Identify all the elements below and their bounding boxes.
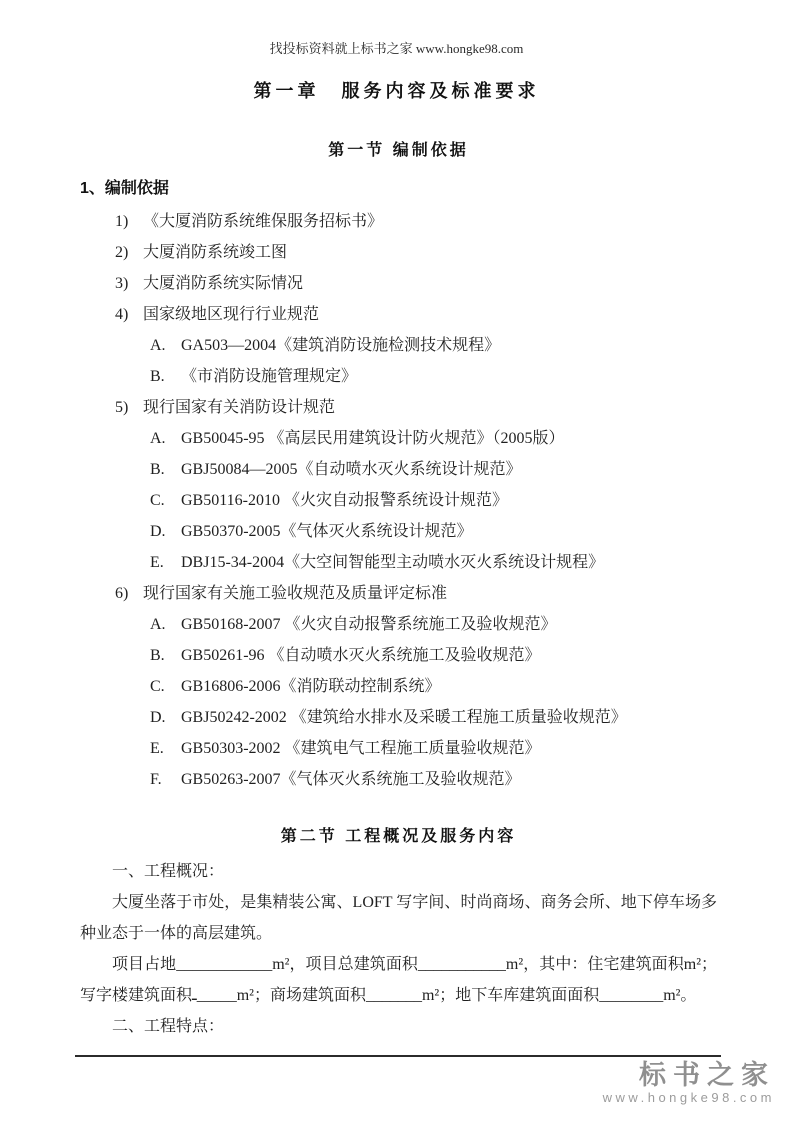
- list-item-marker: D.: [150, 523, 166, 540]
- footer-divider-line: [75, 1055, 721, 1057]
- list-item-text: GB50116-2010 《火灾自动报警系统设计规范》: [181, 492, 508, 509]
- list-item-marker: F.: [150, 771, 162, 788]
- list-item: [80, 640, 717, 671]
- list-item-marker: C.: [150, 492, 165, 509]
- list-item-text: GBJ50242-2002 《建筑给水排水及采暖工程施工质量验收规范》: [181, 709, 627, 726]
- list-item-text: GB50045-95 《高层民用建筑设计防火规范》（2005版）: [181, 430, 565, 447]
- list-item-text: 大厦消防系统竣工图: [143, 244, 288, 261]
- list-item: [80, 609, 717, 640]
- list-item-marker: E.: [150, 554, 164, 571]
- list-item: [80, 392, 717, 423]
- list-item-marker: A.: [150, 430, 166, 447]
- list-item: [80, 578, 717, 609]
- list-item-text: 《市消防设施管理规定》: [181, 368, 358, 385]
- list-item-marker: 3): [115, 275, 129, 292]
- list-item-marker: B.: [150, 461, 165, 478]
- list-item: [80, 330, 717, 361]
- section2-subheading-2: 二、工程特点：: [112, 1018, 225, 1035]
- list-item-marker: A.: [150, 337, 166, 354]
- document-body: [0, 137, 793, 1042]
- list-item: [80, 764, 717, 795]
- list-item-marker: A.: [150, 616, 166, 633]
- section1-title: 第一节 编制依据: [328, 142, 469, 159]
- list-item: [80, 547, 717, 578]
- project-overview-paragraph: 大厦坐落于市处，是集精装公寓、LOFT 写字间、时尚商场、商务会所、地下停车场多种业态于一体的高层建筑。: [80, 894, 717, 942]
- list-item-text: GB50261-96 《自动喷水灭火系统施工及验收规范》: [181, 647, 541, 664]
- list-item: [80, 206, 717, 237]
- section2-subheading-1: 一、工程概况：: [112, 863, 225, 880]
- list-item: [80, 733, 717, 764]
- list-item-text: 国家级地区现行行业规范: [143, 306, 320, 323]
- reference-list: [80, 206, 717, 795]
- list-item-text: GB50303-2002 《建筑电气工程施工质量验收规范》: [181, 740, 541, 757]
- watermark-url-text: www.hongke98.com: [602, 1090, 775, 1105]
- list-item-text: GBJ50084—2005《自动喷水灭火系统设计规范》: [181, 461, 522, 478]
- list-item: [80, 485, 717, 516]
- section2-title: 第二节 工程概况及服务内容: [280, 828, 517, 845]
- list-item-marker: 5): [115, 399, 129, 416]
- list-item-marker: E.: [150, 740, 164, 757]
- list-item-text: GB16806-2006《消防联动控制系统》: [181, 678, 441, 695]
- list-item-marker: 4): [115, 306, 129, 323]
- section1-heading: 1、编制依据: [80, 180, 169, 197]
- list-item-marker: D.: [150, 709, 166, 726]
- publisher-watermark: [603, 1060, 775, 1106]
- list-item-marker: 1): [115, 213, 129, 230]
- list-item: [80, 299, 717, 330]
- list-item: [80, 423, 717, 454]
- list-item-text: DBJ15-34-2004《大空间智能型主动喷水灭火系统设计规程》: [181, 554, 605, 571]
- list-item-text: 大厦消防系统实际情况: [143, 275, 304, 292]
- list-item-text: GA503—2004《建筑消防设施检测技术规程》: [181, 337, 501, 354]
- list-item-text: GB50263-2007《气体灭火系统施工及验收规范》: [181, 771, 521, 788]
- list-item-marker: B.: [150, 368, 165, 385]
- list-item: [80, 671, 717, 702]
- list-item: [80, 454, 717, 485]
- list-item-marker: B.: [150, 647, 165, 664]
- watermark-logo-text: 标书之家: [639, 1060, 775, 1090]
- list-item: [80, 268, 717, 299]
- list-item: [80, 702, 717, 733]
- list-item-text: 现行国家有关消防设计规范: [143, 399, 336, 416]
- list-item-marker: 2): [115, 244, 129, 261]
- list-item: [80, 516, 717, 547]
- list-item-marker: C.: [150, 678, 165, 695]
- list-item-text: GB50370-2005《气体灭火系统设计规范》: [181, 523, 473, 540]
- project-area-paragraph: 项目占地____________m²，项目总建筑面积___________m²，其中：住宅建筑面积m²；写字楼建筑面积ـ_____m²；商场建筑面积_______m²；地下车库建筑面面积________m²。: [80, 956, 717, 1004]
- list-item-text: 现行国家有关施工验收规范及质量评定标准: [143, 585, 448, 602]
- list-item: [80, 237, 717, 268]
- list-item-marker: 6): [115, 585, 129, 602]
- list-item: [80, 361, 717, 392]
- chapter-title: 第一章 服务内容及标准要求: [253, 81, 540, 101]
- list-item-text: 《大厦消防系统维保服务招标书》: [143, 213, 384, 230]
- list-item-text: GB50168-2007 《火灾自动报警系统施工及验收规范》: [181, 616, 557, 633]
- page-header-watermark-text: 找投标资料就上标书之家 www.hongke98.com: [269, 41, 524, 56]
